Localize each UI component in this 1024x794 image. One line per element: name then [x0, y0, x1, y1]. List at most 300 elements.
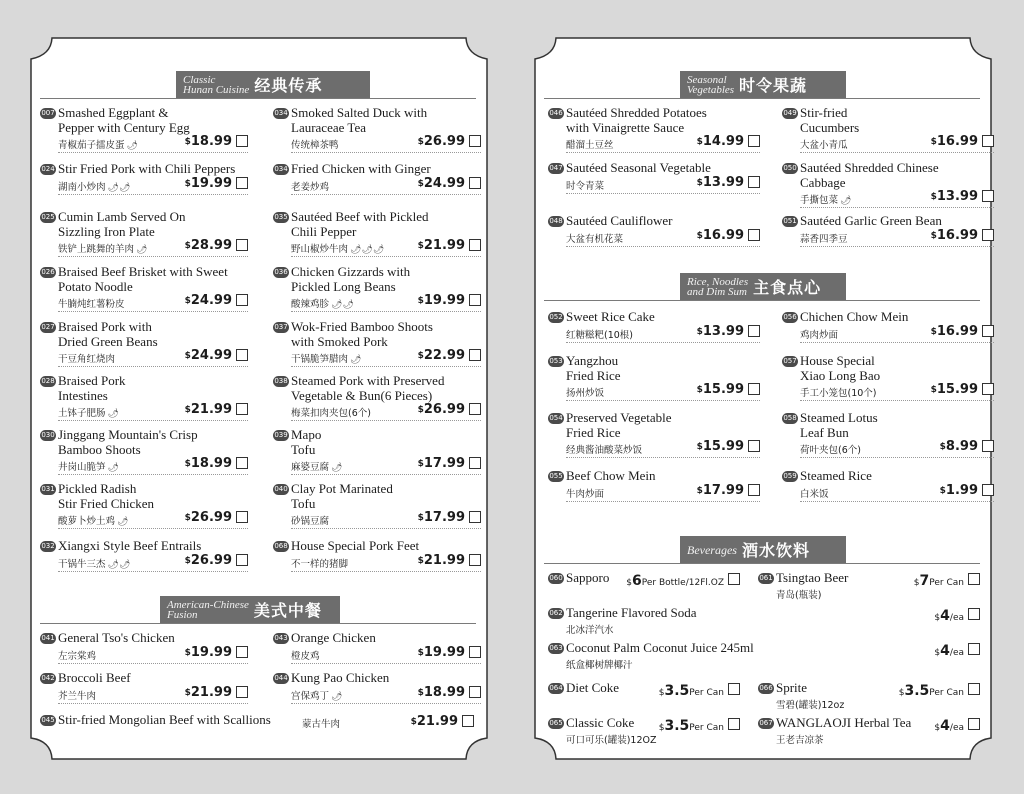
item-english-name: Classic Coke	[566, 715, 635, 730]
price-value: 15.99	[702, 439, 744, 454]
item-price	[940, 439, 978, 454]
item-chinese-name	[800, 231, 848, 245]
item-chinese-name: 王老吉凉茶	[776, 735, 824, 746]
price-amount: 4	[940, 643, 950, 659]
order-checkbox[interactable]	[236, 403, 248, 415]
item-number-badge: 055	[549, 472, 563, 480]
order-checkbox[interactable]	[469, 294, 481, 306]
item-chinese-name	[58, 241, 147, 255]
dotted-separator	[291, 152, 481, 153]
order-checkbox[interactable]	[748, 229, 760, 241]
dollar-sign: $	[930, 231, 937, 241]
menu-item	[273, 483, 483, 531]
section-divider	[544, 98, 980, 99]
order-checkbox[interactable]	[236, 554, 248, 566]
order-checkbox[interactable]	[982, 135, 994, 147]
item-price	[185, 510, 232, 525]
item-price	[418, 134, 465, 149]
price-value: 22.99	[423, 348, 465, 363]
price-amount: 4	[940, 608, 950, 624]
item-number-badge: 059	[783, 472, 797, 480]
price-value: 19.99	[190, 645, 232, 660]
item-english-name: House Special Pork Feet	[291, 538, 420, 553]
order-checkbox[interactable]	[236, 135, 248, 147]
price-value: 21.99	[190, 685, 232, 700]
beverage-price	[659, 715, 724, 734]
menu-item	[548, 311, 762, 359]
dollar-sign: $	[184, 405, 191, 415]
item-number-badge: 064	[549, 684, 563, 692]
dollar-sign: $	[417, 513, 424, 523]
dotted-separator	[58, 311, 248, 312]
order-checkbox[interactable]	[236, 646, 248, 658]
item-number-badge: 060	[549, 574, 563, 582]
item-english-name: General Tso's Chicken	[58, 630, 175, 645]
dotted-separator	[566, 152, 760, 153]
price-amount: 6	[631, 573, 642, 589]
dollar-sign: $	[417, 351, 424, 361]
section-header-zh: 经典传承	[254, 76, 323, 95]
price-value: 14.99	[702, 134, 744, 149]
price-unit: /ea	[949, 613, 964, 623]
price-value: 28.99	[190, 238, 232, 253]
item-english-name: Braised Pork Intestines	[58, 373, 126, 403]
menu-item	[548, 355, 762, 403]
menu-item	[40, 672, 250, 710]
price-value: 26.99	[423, 134, 465, 149]
item-chinese-text: 牛肉炒面	[566, 489, 605, 500]
item-price	[418, 510, 465, 525]
dotted-separator	[58, 152, 248, 153]
menu-item	[273, 266, 483, 314]
dollar-sign: $	[626, 578, 632, 588]
dollar-sign: $	[696, 137, 703, 147]
item-number-badge: 042	[41, 674, 55, 682]
price-value: 19.99	[423, 293, 465, 308]
item-chinese-text: 土钵子肥肠	[58, 408, 106, 419]
order-checkbox[interactable]	[469, 554, 481, 566]
beverage-price	[899, 680, 964, 699]
order-checkbox[interactable]	[469, 177, 481, 189]
dotted-separator	[58, 663, 248, 664]
item-number-badge: 041	[41, 634, 55, 642]
order-checkbox[interactable]	[968, 643, 980, 655]
menu-item	[40, 429, 250, 477]
item-number-badge: 067	[759, 719, 773, 727]
price-value: 8.99	[945, 439, 978, 454]
item-price	[185, 645, 232, 660]
item-number-badge: 039	[274, 431, 288, 439]
order-checkbox[interactable]	[462, 715, 474, 727]
price-value: 18.99	[190, 456, 232, 471]
item-number-badge: 038	[274, 377, 288, 385]
item-chinese-text: 麻婆豆腐	[291, 462, 330, 473]
dollar-sign: $	[930, 137, 937, 147]
item-english-name: Sapporo	[566, 570, 610, 585]
dollar-sign: $	[417, 296, 424, 306]
item-english-name: Pickled Radish Stir Fried Chicken	[58, 481, 155, 511]
price-unit: Per Can	[929, 688, 964, 698]
dollar-sign: $	[417, 241, 424, 251]
price-value: 13.99	[702, 175, 744, 190]
item-number-badge: 043	[274, 634, 288, 642]
item-number-badge: 068	[274, 542, 288, 550]
order-checkbox[interactable]	[982, 383, 994, 395]
order-checkbox[interactable]	[469, 403, 481, 415]
chili-spice-icon: 🌶🌶	[107, 560, 131, 570]
item-chinese-text: 扬州炒饭	[566, 388, 605, 399]
dotted-separator	[800, 457, 994, 458]
dotted-separator	[566, 501, 760, 502]
dotted-separator	[566, 193, 760, 194]
order-checkbox[interactable]	[748, 484, 760, 496]
dotted-separator	[566, 246, 760, 247]
menu-item	[273, 540, 483, 588]
menu-item	[40, 107, 250, 155]
item-chinese-name	[291, 296, 354, 310]
item-chinese-name	[800, 385, 877, 399]
order-checkbox[interactable]	[236, 349, 248, 361]
item-chinese-text: 芥兰牛肉	[58, 691, 97, 702]
section-header-en: Rice, Noodles and Dim Sum	[687, 275, 749, 298]
dollar-sign: $	[939, 442, 946, 452]
order-checkbox[interactable]	[968, 718, 980, 730]
item-chinese-text: 井岗山脆笋	[58, 462, 106, 473]
dollar-sign: $	[417, 556, 424, 566]
dollar-sign: $	[417, 137, 424, 147]
menu-item	[40, 632, 250, 670]
dotted-separator	[566, 457, 760, 458]
left-menu-page	[30, 37, 488, 760]
section-header-en: Classic Hunan Cuisine	[183, 73, 250, 96]
order-checkbox[interactable]	[728, 573, 740, 585]
dotted-separator	[291, 311, 481, 312]
chili-spice-icon: 🌶	[136, 245, 148, 255]
item-chinese-text: 手工小笼包(10个)	[800, 388, 877, 399]
dollar-sign: $	[658, 723, 665, 733]
item-number-badge: 056	[783, 313, 797, 321]
item-chinese-name	[566, 327, 633, 341]
item-number-badge: 065	[549, 719, 563, 727]
item-chinese-name	[58, 296, 125, 310]
item-english-name: Smoked Salted Duck with Lauraceae Tea	[291, 105, 428, 135]
price-value: 17.99	[423, 456, 465, 471]
item-number-badge: 063	[549, 644, 563, 652]
item-number-badge: 032	[41, 542, 55, 550]
item-chinese-name	[800, 327, 838, 341]
price-value: 17.99	[702, 483, 744, 498]
item-price	[418, 685, 465, 700]
dotted-separator	[58, 366, 248, 367]
item-number-badge: 062	[549, 609, 563, 617]
item-chinese-name	[58, 648, 96, 662]
order-checkbox[interactable]	[748, 440, 760, 452]
item-price	[418, 456, 465, 471]
beverage-price	[914, 570, 964, 589]
item-chinese-name	[800, 137, 848, 151]
item-chinese-name	[58, 179, 130, 193]
dollar-sign: $	[930, 385, 937, 395]
item-number-badge: 030	[41, 431, 55, 439]
order-checkbox[interactable]	[982, 190, 994, 202]
dotted-separator	[291, 663, 481, 664]
item-price	[418, 348, 465, 363]
item-english-name: Jinggang Mountain's Crisp Bamboo Shoots	[58, 427, 198, 457]
item-english-name: Beef Chow Mein	[566, 468, 656, 483]
order-checkbox[interactable]	[236, 511, 248, 523]
order-checkbox[interactable]	[748, 325, 760, 337]
item-price	[418, 238, 465, 253]
dotted-separator	[291, 194, 481, 195]
item-number-badge: 066	[759, 684, 773, 692]
item-english-name: Sautéed Shredded Potatoes with Vinaigrette Sauce	[566, 105, 707, 135]
section-header-en: Seasonal Vegetables	[687, 73, 735, 96]
beverage-item	[548, 642, 980, 672]
price-amount: 3.5	[904, 683, 930, 699]
item-chinese-name: 纸盒椰树牌椰汁	[566, 660, 633, 671]
order-checkbox[interactable]	[982, 325, 994, 337]
item-chinese-name	[291, 459, 342, 473]
price-value: 21.99	[190, 402, 232, 417]
item-number-badge: 026	[41, 268, 55, 276]
menu-item	[782, 412, 996, 460]
price-unit: Per Can	[689, 688, 724, 698]
item-price	[418, 402, 465, 417]
menu-item	[273, 672, 483, 710]
price-value: 21.99	[416, 714, 458, 729]
beverage-price	[626, 570, 724, 589]
order-checkbox[interactable]	[968, 608, 980, 620]
order-checkbox[interactable]	[469, 511, 481, 523]
price-value: 16.99	[936, 324, 978, 339]
order-checkbox[interactable]	[469, 135, 481, 147]
item-chinese-text: 红糖糍粑(10根)	[566, 330, 634, 341]
section-divider	[40, 623, 476, 624]
price-amount: 4	[940, 718, 950, 734]
chili-spice-icon: 🌶	[331, 692, 343, 702]
dollar-sign: $	[696, 178, 703, 188]
section-header-rice	[680, 273, 846, 300]
price-value: 15.99	[702, 382, 744, 397]
item-chinese-text: 传统樟茶鸭	[291, 140, 339, 151]
item-chinese-text: 牛腩炖红薯粉皮	[58, 299, 125, 310]
item-price	[931, 228, 978, 243]
order-checkbox[interactable]	[748, 383, 760, 395]
dollar-sign: $	[184, 556, 191, 566]
item-chinese-name	[800, 192, 851, 206]
section-header-en: Beverages	[687, 542, 737, 557]
order-checkbox[interactable]	[968, 573, 980, 585]
dollar-sign: $	[898, 688, 905, 698]
item-english-name: Steamed Rice	[800, 468, 872, 483]
item-number-badge: 047	[549, 164, 563, 172]
item-chinese-text: 铁铲上跳舞的羊肉	[58, 244, 135, 255]
item-english-name: Steamed Pork with Preserved Vegetable & Bun(6 Pieces)	[291, 373, 445, 403]
menu-item	[782, 311, 996, 359]
item-price	[931, 324, 978, 339]
item-chinese-name: 可口可乐(罐装)12OZ	[566, 735, 657, 746]
chili-spice-icon: 🌶	[117, 517, 129, 527]
item-price	[411, 714, 458, 729]
order-checkbox[interactable]	[469, 646, 481, 658]
order-checkbox[interactable]	[236, 686, 248, 698]
item-english-name: Kung Pao Chicken	[291, 670, 390, 685]
order-checkbox[interactable]	[236, 294, 248, 306]
price-value: 26.99	[423, 402, 465, 417]
order-checkbox[interactable]	[469, 457, 481, 469]
item-chinese-name	[800, 486, 829, 500]
dotted-separator	[58, 194, 248, 195]
item-number-badge: 025	[41, 213, 55, 221]
item-chinese-name	[291, 688, 342, 702]
item-chinese-name	[291, 137, 339, 151]
dollar-sign: $	[184, 513, 191, 523]
item-english-name: Sprite	[776, 680, 808, 695]
price-unit: Per Bottle/12Fl.OZ	[641, 578, 724, 588]
beverage-price	[934, 715, 964, 734]
item-price	[185, 134, 232, 149]
dollar-sign: $	[934, 723, 941, 733]
price-unit: /ea	[949, 723, 964, 733]
chili-spice-icon: 🌶	[840, 196, 852, 206]
menu-item	[782, 162, 996, 210]
menu-item	[40, 211, 250, 259]
dollar-sign: $	[184, 179, 191, 189]
price-value: 21.99	[423, 238, 465, 253]
dollar-sign: $	[696, 442, 703, 452]
beverage-item	[758, 717, 980, 747]
order-checkbox[interactable]	[748, 176, 760, 188]
right-menu-page	[534, 37, 992, 760]
item-number-badge: 051	[783, 217, 797, 225]
item-chinese-name	[58, 405, 119, 419]
dotted-separator	[58, 256, 248, 257]
chili-spice-icon: 🌶	[107, 463, 119, 473]
dollar-sign: $	[934, 613, 941, 623]
beverage-item	[758, 572, 980, 602]
item-english-name: WANGLAOJI Herbal Tea	[776, 715, 912, 730]
order-checkbox[interactable]	[728, 683, 740, 695]
menu-item	[273, 163, 483, 211]
item-english-name: House Special Xiao Long Bao	[800, 353, 881, 383]
item-chinese-text: 不一样的猪脚	[291, 559, 349, 570]
price-value: 1.99	[945, 483, 978, 498]
item-chinese-name	[566, 385, 604, 399]
item-english-name: Orange Chicken	[291, 630, 376, 645]
item-english-name: Clay Pot Marinated Tofu	[291, 481, 393, 511]
order-checkbox[interactable]	[236, 457, 248, 469]
item-number-badge: 052	[549, 313, 563, 321]
chili-spice-icon: 🌶🌶	[107, 183, 131, 193]
order-checkbox[interactable]	[982, 229, 994, 241]
item-chinese-name	[58, 459, 119, 473]
price-value: 18.99	[190, 134, 232, 149]
menu-item	[273, 632, 483, 670]
item-price	[418, 645, 465, 660]
item-chinese-text: 时令青菜	[566, 181, 605, 192]
item-english-name: Wok-Fried Bamboo Shoots with Smoked Pork	[291, 319, 433, 349]
beverage-item	[548, 717, 740, 747]
dotted-separator	[800, 246, 994, 247]
item-chinese-text: 干锅牛三杰	[58, 559, 106, 570]
item-chinese-text: 老姜炒鸡	[291, 182, 330, 193]
dotted-separator	[800, 152, 994, 153]
item-price	[697, 324, 744, 339]
dotted-separator	[291, 474, 481, 475]
item-chinese-name: 北冰洋汽水	[566, 625, 614, 636]
order-checkbox[interactable]	[982, 484, 994, 496]
item-english-name: Xiangxi Style Beef Entrails	[58, 538, 202, 553]
item-english-name: Yangzhou Fried Rice	[566, 353, 621, 383]
section-header-zh: 时令果蔬	[739, 76, 808, 95]
dollar-sign: $	[417, 179, 424, 189]
item-price	[185, 553, 232, 568]
item-price	[185, 238, 232, 253]
section-divider	[544, 563, 980, 564]
price-value: 16.99	[936, 134, 978, 149]
dotted-separator	[291, 366, 481, 367]
item-chinese-text: 干锅脆笋腊肉	[291, 354, 349, 365]
item-number-badge: 048	[549, 217, 563, 225]
dotted-separator	[291, 528, 481, 529]
item-chinese-name: 青岛(瓶装)	[776, 590, 822, 601]
item-number-badge: 045	[41, 716, 55, 724]
item-number-badge: 053	[549, 357, 563, 365]
beverage-item	[758, 682, 980, 712]
menu-item	[40, 163, 250, 211]
section-header-en: American-Chinese Fusion	[167, 598, 249, 621]
item-number-badge: 034	[274, 109, 288, 117]
item-chinese-name: 蒙古牛肉	[302, 719, 341, 730]
chili-spice-icon: 🌶	[350, 355, 362, 365]
order-checkbox[interactable]	[968, 683, 980, 695]
order-checkbox[interactable]	[748, 135, 760, 147]
item-english-name: Cumin Lamb Served On Sizzling Iron Plate	[58, 209, 186, 239]
dollar-sign: $	[696, 327, 703, 337]
section-header-zh: 酒水饮料	[741, 541, 810, 560]
menu-item	[273, 375, 483, 423]
item-number-badge: 034	[274, 165, 288, 173]
dollar-sign: $	[184, 137, 191, 147]
order-checkbox[interactable]	[728, 718, 740, 730]
order-checkbox[interactable]	[469, 686, 481, 698]
order-checkbox[interactable]	[982, 440, 994, 452]
item-chinese-text: 青椒茄子擂皮蛋	[58, 140, 125, 151]
item-price	[418, 553, 465, 568]
price-amount: 3.5	[664, 683, 690, 699]
price-value: 26.99	[190, 510, 232, 525]
item-chinese-text: 酸萝卜炒土鸡	[58, 516, 116, 527]
item-chinese-name	[566, 137, 614, 151]
dollar-sign: $	[184, 688, 191, 698]
dotted-separator	[566, 342, 760, 343]
item-price	[697, 382, 744, 397]
item-english-name: Tangerine Flavored Soda	[566, 605, 697, 620]
price-value: 24.99	[190, 348, 232, 363]
item-chinese-text: 醋溜土豆丝	[566, 140, 614, 151]
item-english-name: Sautéed Garlic Green Bean	[800, 213, 942, 228]
order-checkbox[interactable]	[236, 239, 248, 251]
item-chinese-name	[58, 513, 128, 527]
item-english-name: Stir-fried Cucumbers	[800, 105, 860, 135]
chili-spice-icon: 🌶	[107, 409, 119, 419]
order-checkbox[interactable]	[236, 177, 248, 189]
order-checkbox[interactable]	[469, 239, 481, 251]
order-checkbox[interactable]	[469, 349, 481, 361]
dotted-separator	[291, 420, 481, 421]
dollar-sign: $	[934, 648, 941, 658]
dotted-separator	[800, 342, 994, 343]
